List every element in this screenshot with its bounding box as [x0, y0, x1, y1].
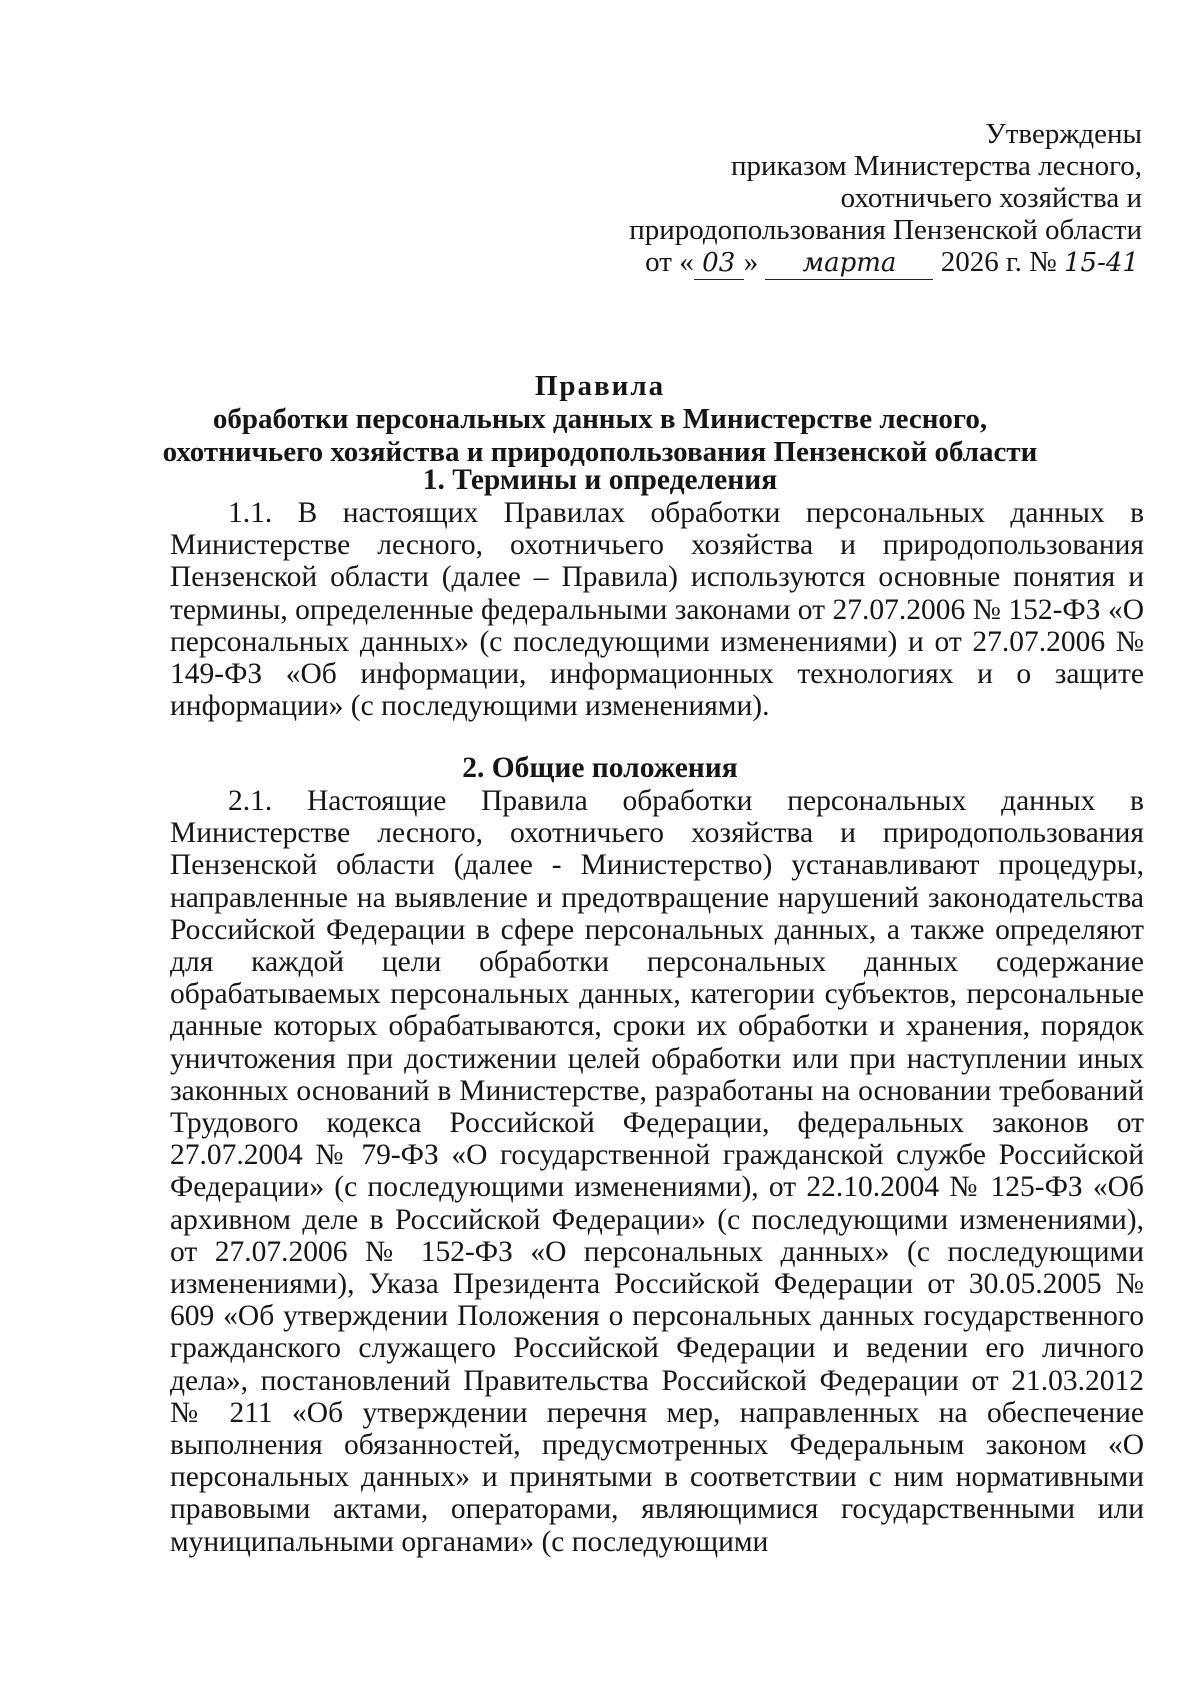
approval-line-3: охотничьего хозяйства и	[840, 182, 1142, 214]
date-year: 2026 г. №	[940, 246, 1057, 278]
handwritten-day: 03	[694, 247, 744, 280]
section-1-body	[170, 497, 1144, 722]
paragraph-1-1: 1.1. В настоящих Правилах обработки персональных данных в Министерстве лесного, охотничьего хозяйства и природопользования Пензенской области (далее – Правила) используются основные понятия и термины, определенные федеральными законами от 27.07.2006 № 152-ФЗ «О персональных данных» (с последующими изменениями) и от 27.07.2006 № 149-ФЗ «Об информации, информационных технологиях и о защите информации» (с последующими изменениями).	[170, 497, 1144, 723]
date-mid: »	[743, 246, 759, 278]
approval-line-4: природопользования Пензенской области	[629, 214, 1142, 246]
approval-date-line	[629, 246, 1142, 280]
approval-line-1: Утверждены	[985, 118, 1142, 150]
title-line-3: охотничьего хозяйства и природопользования Пензенской области	[162, 436, 1038, 468]
section-2-body	[170, 785, 1144, 1558]
handwritten-order-number: 15-41	[1064, 248, 1139, 278]
handwritten-month: марта	[765, 247, 933, 280]
approval-line-2: приказом Министерства лесного,	[730, 150, 1142, 182]
paragraph-2-1: 2.1. Настоящие Правила обработки персональных данных в Министерстве лесного, охотничьего хозяйства и природопользования Пензенской области (далее - Министерство) устанавливают процедуры, направленные на выявление и предотвращение нарушений законодательства Российской Федерации в сфере персональных данных, а также определяют для каждой цели обработки персональных данных содержание обрабатываемых персональных данных, категории субъектов, персональные данные которых обрабатываются, сроки их обработки и хранения, порядок уничтожения при достижении целей обработки или при наступлении иных законных оснований в Министерстве, разработаны на основании требований Трудового кодекса Российской Федерации, федеральных законов от 27.07.2004 № 79-ФЗ «О государственной гражданской службе Российской Федерации» (с последующими изменениями), от 22.10.2004 № 125-ФЗ «Об архивном деле в Российской Федерации» (с последующими изменениями), от 27.07.2006 № 152-ФЗ «О персональных данных» (с последующими изменениями), Указа Президента Российской Федерации от 30.05.2005 № 609 «Об утверждении Положения о персональных данных государственного гражданского служащего Российской Федерации и ведении его личного дела», постановлений Правительства Российской Федерации от 21.03.2012 № 211 «Об утверждении перечня мер, направленных на обеспечение выполнения обязанностей, предусмотренных Федеральным законом «О персональных данных» и принятыми в соответствии с ним нормативными правовыми актами, операторами, являющимися государственными или муниципальными органами» (с последующими	[170, 785, 1144, 1558]
document-title	[0, 370, 1200, 469]
title-line-2: обработки персональных данных в Министерстве лесного,	[212, 403, 988, 435]
date-prefix: от «	[645, 246, 694, 278]
section-1-heading: 1. Термины и определения	[422, 464, 778, 496]
approval-stamp	[629, 118, 1142, 280]
section-2-heading: 2. Общие положения	[462, 752, 738, 784]
title-line-1: Правила	[534, 370, 666, 402]
